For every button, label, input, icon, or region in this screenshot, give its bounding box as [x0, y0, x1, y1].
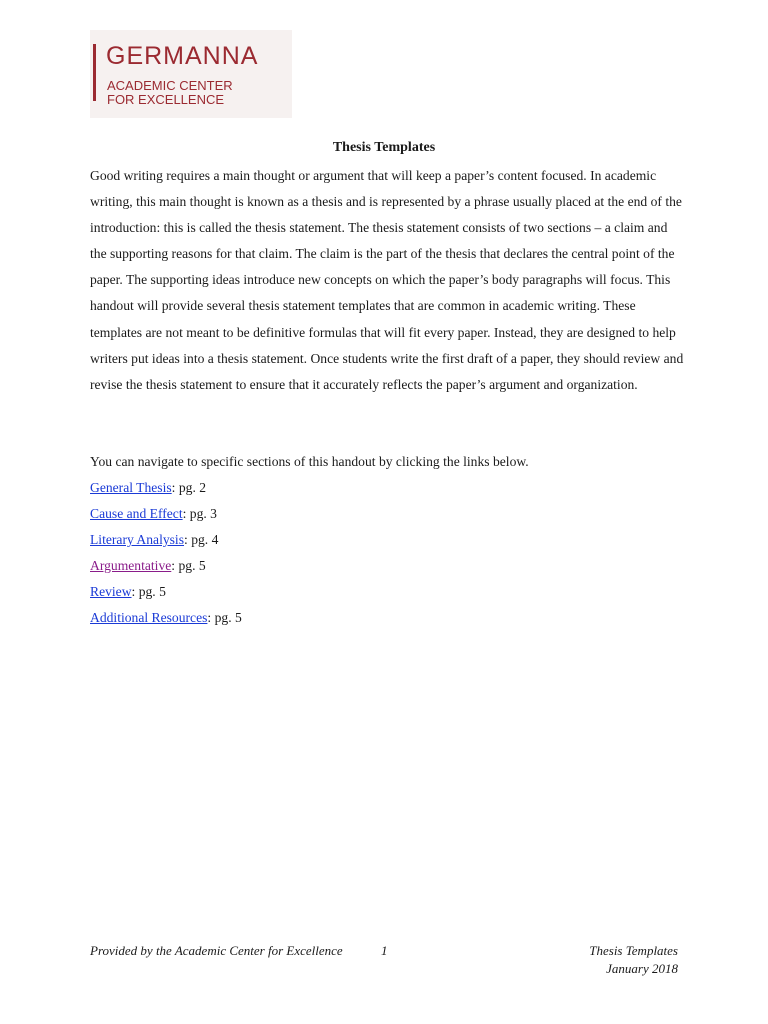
footer-doc-info: [589, 942, 678, 978]
section-link-item: [90, 556, 242, 582]
link-additional-resources[interactable]: Additional Resources: [90, 610, 208, 625]
link-review[interactable]: Review: [90, 584, 132, 599]
section-link-item: [90, 530, 242, 556]
link-argumentative[interactable]: Argumentative: [90, 558, 172, 573]
logo-name: GERMANNA: [106, 42, 259, 70]
section-link-item: [90, 504, 242, 530]
link-page-ref: : pg. 2: [171, 480, 207, 495]
footer-doc-title: Thesis Templates: [589, 943, 678, 958]
document-title: Thesis Templates: [332, 140, 436, 155]
link-page-ref: : pg. 4: [184, 532, 219, 547]
germanna-logo: [90, 30, 292, 118]
link-literary-analysis[interactable]: Literary Analysis: [90, 532, 185, 547]
intro-paragraph: Good writing requires a main thought or argument that will keep a paper’s content focused. In academic writing, this main thought is known as a thesis and is represented by a phrase usually placed at the end of the introduction: this is called the thesis statement. The thesis statement consists of two sections – a claim and the supporting reasons for that claim. The claim is the part of the thesis that declares the central point of the paper. The supporting ideas introduce new concepts on which the paper’s body paragraphs will focus. This handout will provide several thesis statement templates that are common in academic writing. These templates are not meant to be definitive formulas that will fit every paper. Instead, they are designed to help writers put ideas into a thesis statement. Once students write the first draft of a paper, they should review and revise the thesis statement to ensure that it accurately reflects the paper’s argument and organization.: [90, 168, 684, 392]
navigation-note: You can navigate to specific sections of this handout by clicking the links below.: [90, 454, 529, 469]
link-page-ref: : pg. 3: [182, 506, 217, 521]
logo-subtitle-line-1: ACADEMIC CENTER: [107, 78, 233, 93]
link-page-ref: : pg. 5: [131, 584, 166, 599]
section-link-item: [90, 478, 242, 504]
logo-subtitle-line-2: FOR EXCELLENCE: [107, 92, 225, 107]
section-links-list: [90, 478, 242, 634]
link-general-thesis[interactable]: General Thesis: [90, 480, 172, 495]
section-link-item: [90, 608, 242, 634]
link-page-ref: : pg. 5: [207, 610, 242, 625]
footer-doc-date: January 2018: [606, 961, 678, 976]
footer-provider: Provided by the Academic Center for Excellence: [90, 943, 343, 958]
footer-page-number: 1: [381, 943, 388, 958]
link-cause-and-effect[interactable]: Cause and Effect: [90, 506, 183, 521]
section-link-item: [90, 582, 242, 608]
link-page-ref: : pg. 5: [171, 558, 206, 573]
logo-accent-bar: [93, 44, 96, 101]
